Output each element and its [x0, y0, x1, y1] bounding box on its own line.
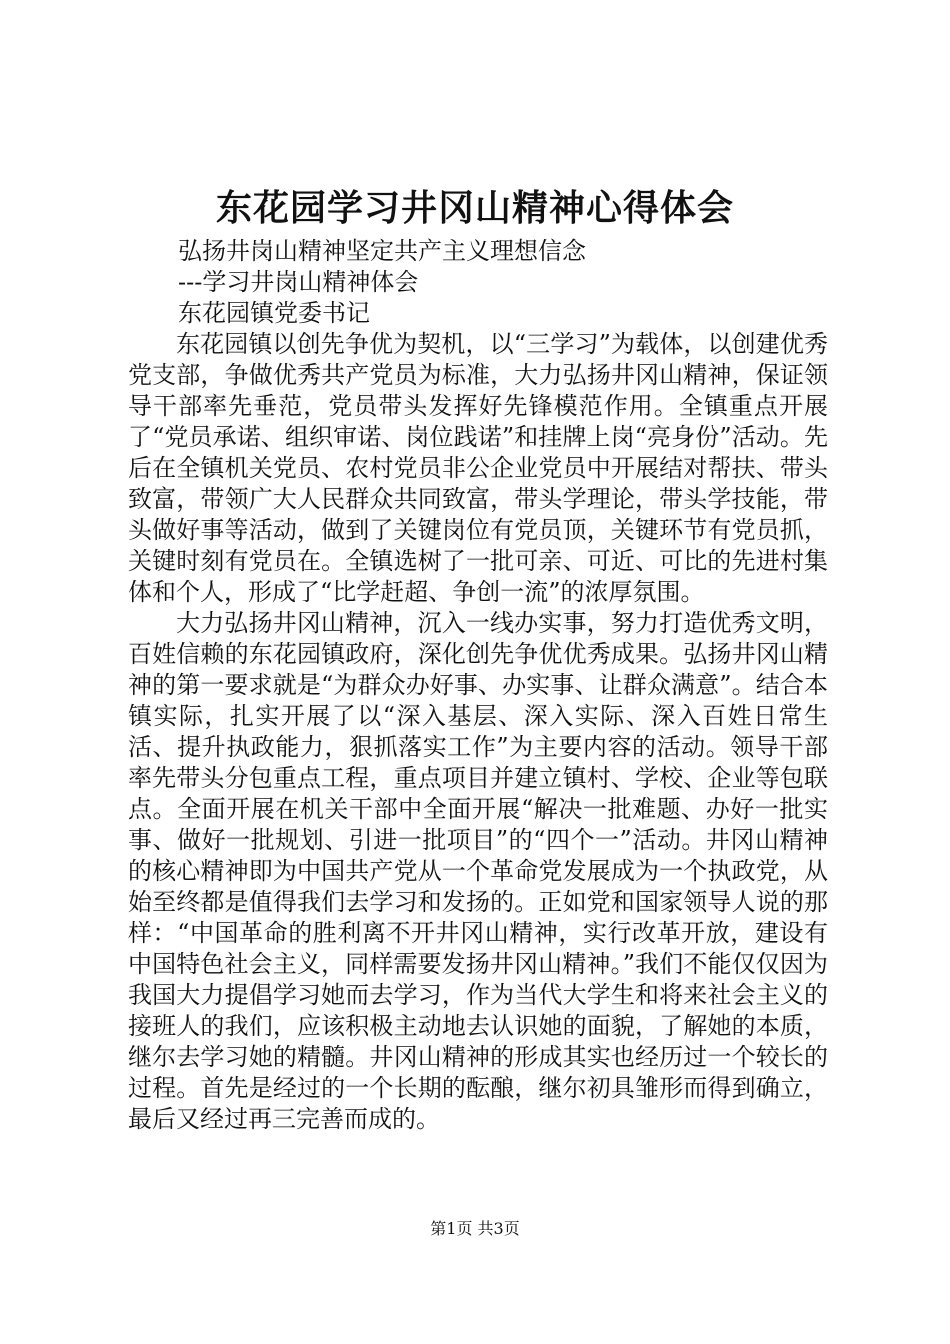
document-body [128, 236, 828, 1135]
paragraph: 大力弘扬井冈山精神，沉入一线办实事，努力打造优秀文明，百姓信赖的东花园镇政府，深化创先争优优秀成果。弘扬井冈山精神的第一要求就是“为群众办好事、办实事、让群众满意”。结合本镇实际，扎实开展了以“深入基层、深入实际、深入百姓日常生活、提升执政能力，狠抓落实工作”为主要内容的活动。领导干部率先带头分包重点工程，重点项目并建立镇村、学校、企业等包联点。全面开展在机关干部中全面开展“解决一批难题、办好一批实事、做好一批规划、引进一批项目”的“四个一”活动。井冈山精神的核心精神即为中国共产党从一个革命党发展成为一个执政党，从始至终都是值得我们去学习和发扬的。正如党和国家领导人说的那样：“中国革命的胜利离不开井冈山精神，实行改革开放，建设有中国特色社会主义，同样需要发扬井冈山精神。”我们不能仅仅因为我国大力提倡学习她而去学习，作为当代大学生和将来社会主义的接班人的我们，应该积极主动地去认识她的面貌，了解她的本质，继尔去学习她的精髓。井冈山精神的形成其实也经历过一个较长的过程。首先是经过的一个长期的酝酿，继尔初具雏形而得到确立，最后又经过再三完善而成的。 [128, 609, 828, 1133]
paragraph: 东花园镇以创先争优为契机，以“三学习”为载体，以创建优秀党支部，争做优秀共产党员为标准，大力弘扬井冈山精神，保证领导干部率先垂范，党员带头发挥好先锋模范作用。全镇重点开展了“党员承诺、组织审诺、岗位践诺”和挂牌上岗“亮身份”活动。先后在全镇机关党员、农村党员非公企业党员中开展结对帮扶、带头致富，带领广大人民群众共同致富，带头学理论，带头学技能，带头做好事等活动，做到了关键岗位有党员顶，关键环节有党员抓，关键时刻有党员在。全镇选树了一批可亲、可近、可比的先进村集体和个人，形成了“比学赶超、争创一流”的浓厚氛围。 [128, 330, 828, 606]
document-title: 东花园学习井冈山精神心得体会 [215, 187, 734, 229]
document-subheading: ---学习井岗山精神体会 [178, 268, 419, 296]
document-subtitle: 弘扬井岗山精神坚定共产主义理想信念 [178, 237, 586, 265]
page-footer: 第1页 共3页 [430, 1219, 520, 1238]
document-author: 东花园镇党委书记 [178, 299, 370, 327]
